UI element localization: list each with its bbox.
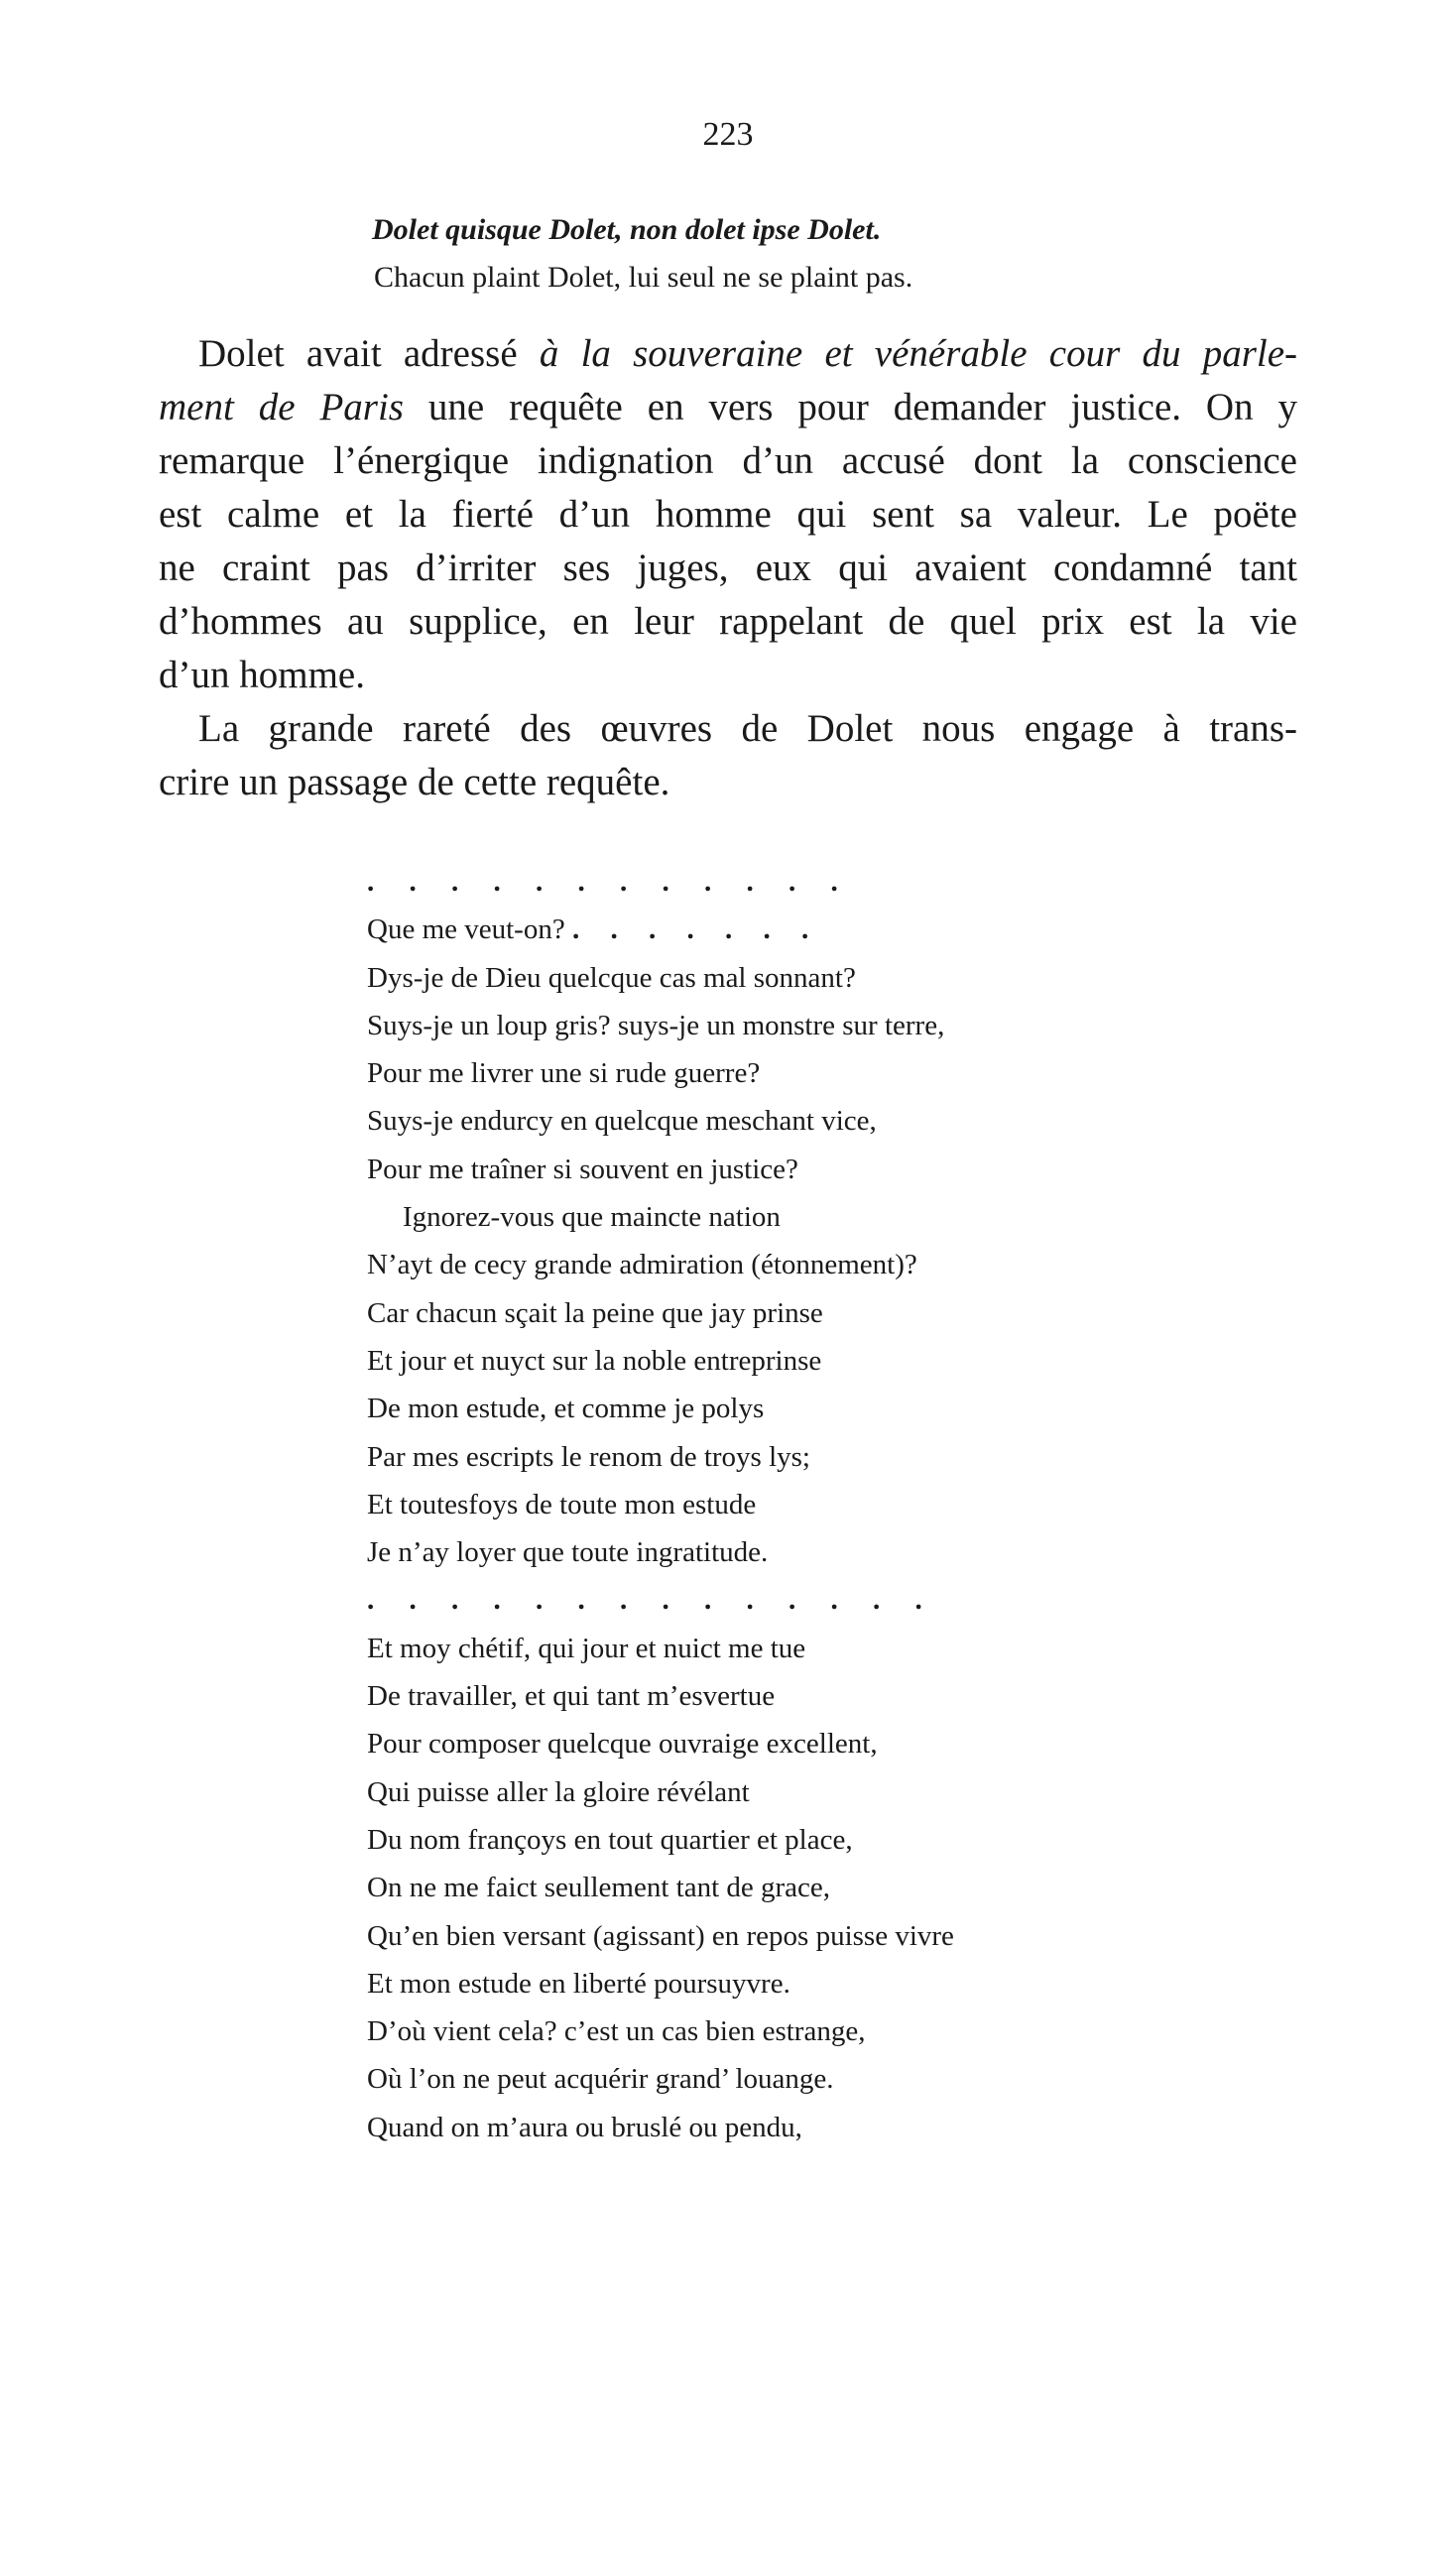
verse-excerpt [367, 858, 954, 2151]
paragraph-line: crire un passage de cette requête. [159, 761, 670, 803]
verse-line: Et toutesfoys de toute mon estude [367, 1488, 757, 1520]
paragraph-line [159, 381, 1297, 434]
verse-line: De mon estude, et comme je polys [367, 1393, 765, 1425]
verse-line: Du nom françoys en tout quartier et place, [367, 1823, 853, 1856]
paragraph-line [159, 327, 1297, 381]
verse-line: Pour composer quelcque ouvraige excellent, [367, 1728, 878, 1761]
italic-run: ment de Paris [159, 386, 404, 428]
paragraph-line: ne craint pas d’irriter ses juges, eux qui avaient condamné tant [159, 547, 1297, 589]
ellipsis-line: . . . . . . . . . . . . [367, 866, 852, 898]
verse-line: Car chacun sçait la peine que jay prinse [367, 1296, 823, 1329]
epigraph-french: Chacun plaint Dolet, lui seul ne se plaint pas. [374, 261, 913, 294]
paragraph-line: remarque l’énergique indignation d’un accusé dont la conscience [159, 439, 1297, 482]
ellipsis-inline: . . . . . . . [571, 913, 821, 946]
verse-line: Suys-je un loup gris? suys-je un monstre sur terre, [367, 1009, 945, 1041]
verse-line: D’où vient cela? c’est un cas bien estrange, [367, 2015, 866, 2048]
verse-line: Où l’on ne peut acquérir grand’ louange. [367, 2063, 834, 2096]
verse-line: Et jour et nuyct sur la noble entreprinse [367, 1344, 822, 1377]
verse-line: Qu’en bien versant (agissant) en repos puisse vivre [367, 1919, 954, 1952]
paragraph-line: La grande rareté des œuvres de Dolet nous engage à trans- [198, 707, 1297, 750]
epigraph-latin: Dolet quisque Dolet, non dolet ipse Dolet. [372, 213, 882, 246]
paragraph-line: d’hommes au supplice, en leur rappelant de quel prix est la vie [159, 600, 1297, 643]
italic-run: à la souveraine et vénérable cour du parle- [539, 332, 1297, 375]
ellipsis-line: . . . . . . . . . . . . . . [367, 1584, 936, 1617]
verse-line: Ignorez-vous que maincte nation [403, 1201, 781, 1234]
verse-line: Suys-je endurcy en quelcque meschant vice, [367, 1105, 877, 1138]
verse-line: De travailler, et qui tant m’esvertue [367, 1680, 776, 1713]
verse-line: Et mon estude en liberté poursuyvre. [367, 1967, 790, 2000]
verse-line: Quand on m’aura ou bruslé ou pendu, [367, 2111, 802, 2143]
page-number: 223 [702, 116, 754, 153]
paragraph-2 [159, 702, 1297, 809]
paragraph-1 [159, 327, 1297, 702]
text-run: Dolet avait adressé [198, 332, 540, 375]
paragraph-line: d’un homme. [159, 654, 365, 696]
verse-line: Pour me livrer une si rude guerre? [367, 1057, 761, 1090]
verse-text: Que me veut-on? [367, 913, 565, 946]
verse-line [367, 906, 954, 953]
verse-line: Dys-je de Dieu quelcque cas mal sonnant? [367, 961, 856, 994]
verse-line: Pour me traîner si souvent en justice? [367, 1153, 798, 1185]
text-run: une requête en vers pour demander justice. On y [403, 386, 1297, 428]
verse-line: Et moy chétif, qui jour et nuict me tue [367, 1632, 806, 1664]
epigraph [372, 206, 912, 302]
verse-line: Je n’ay loyer que toute ingratitude. [367, 1536, 769, 1569]
paragraph-line: est calme et la fierté d’un homme qui sent sa valeur. Le poëte [159, 493, 1297, 536]
verse-line: Par mes escripts le renom de troys lys; [367, 1440, 810, 1473]
verse-line: Qui puisse aller la gloire révélant [367, 1775, 750, 1808]
verse-line: N’ayt de cecy grande admiration (étonnement)? [367, 1249, 917, 1281]
verse-line: On ne me faict seullement tant de grace, [367, 1872, 831, 1904]
